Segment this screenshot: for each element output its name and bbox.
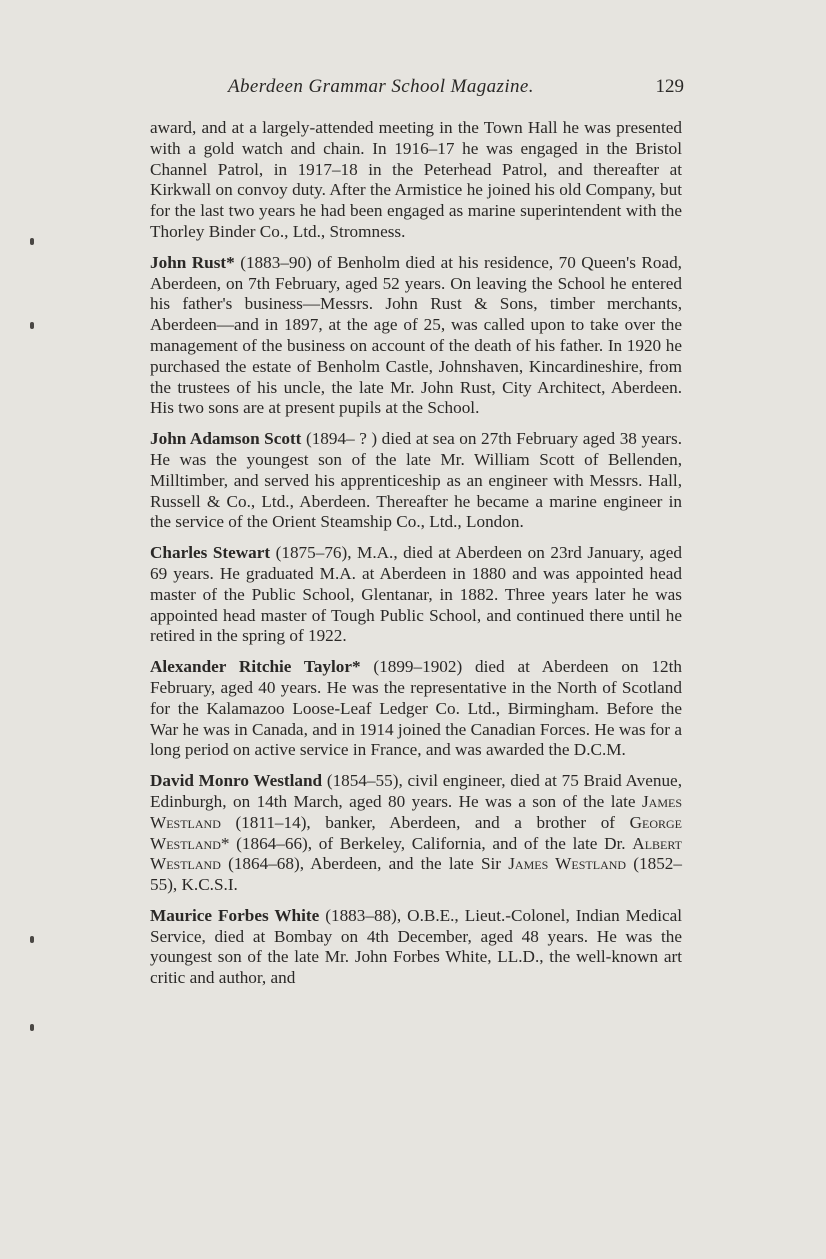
magazine-title: Aberdeen Grammar School Magazine. xyxy=(228,76,534,97)
person-name: David Monro Westland xyxy=(150,771,323,791)
margin-mark xyxy=(30,936,34,943)
obituary-entry xyxy=(150,429,682,533)
margin-mark xyxy=(30,1024,34,1031)
relative-name: Albert Westland xyxy=(150,833,682,874)
entry-text: (1899–1902) died at Aberdeen on 12th February, aged 40 years. He was the representative in the North of Scotland for the Kalamazoo Loose-Leaf Ledger Co. Ltd., Birmingham. Before the War he was in Canada, and in 1914 joined the Canadian Forces. He was for a long period on active service in France, and was awarded the D.C.M. xyxy=(150,657,682,760)
paragraph-text: award, and at a largely-attended meeting in the Town Hall he was presented with a gold watch and chain. In 1916–17 he was engaged in the Bristol Channel Patrol, in 1917–18 in the Peterhead Patrol, and thereafter at Kirkwall on convoy duty. After the Armistice he joined his old Company, but for the last two years he had been engaged as marine superintendent with the Thorley Binder Co., Ltd., Stromness. xyxy=(150,118,682,241)
running-header xyxy=(228,76,684,106)
paragraph-continuation xyxy=(150,118,682,243)
obituary-entry xyxy=(150,543,682,647)
entry-text: (1883–90) of Benholm died at his residence, 70 Queen's Road, Aberdeen, on 7th February, aged 52 years. On leaving the School he entered his father's business—Messrs. John Rust & Sons, timber merchants, Aberdeen—and in 1897, at the age of 25, was called upon to take over the management of the business on account of the death of his father. In 1920 he purchased the estate of Benholm Castle, Johnshaven, Kincardineshire, from the trustees of his uncle, the late Mr. John Rust, City Architect, Aberdeen. His two sons are at present pupils at the School. xyxy=(150,252,682,418)
entry-text: (1854–55), civil engineer, died at 75 Braid Avenue, Edinburgh, on 14th March, aged 80 years. He was a son of the late xyxy=(150,771,682,811)
person-name: Maurice Forbes White xyxy=(150,905,320,925)
entry-text: (1894– ? ) died at sea on 27th February aged 38 years. He was the youngest son of the late Mr. William Scott of Bellenden, Milltimber, and served his apprenticeship as an engineer with Messrs. Hall, Russell & Co., Ltd., Aberdeen. Thereafter he became a marine engineer in the service of the Orient Steamship Co., Ltd., London. xyxy=(150,429,683,532)
person-name: Alexander Ritchie Taylor* xyxy=(150,657,361,677)
relative-name: George Westland* xyxy=(150,812,682,853)
person-name: John Rust* xyxy=(150,252,235,272)
margin-mark xyxy=(30,238,34,245)
entry-text: (1852–55), K.C.S.I. xyxy=(150,854,682,895)
entry-text: (1811–14), banker, Aberdeen, and a brother of xyxy=(220,812,630,832)
entry-text: (1864–68), Aberdeen, and the late Sir xyxy=(220,854,509,874)
obituary-entry xyxy=(150,253,682,419)
relative-name: James Westland xyxy=(508,854,627,874)
margin-mark xyxy=(30,322,34,329)
person-name: John Adamson Scott xyxy=(150,429,302,449)
obituary-entry xyxy=(150,771,682,896)
obituary-entry xyxy=(150,657,682,761)
person-name: Charles Stewart xyxy=(150,543,271,563)
relative-name: James Westland xyxy=(150,791,682,832)
article-body xyxy=(150,118,682,999)
entry-text: (1864–66), of Berkeley, California, and of the late Dr. xyxy=(229,833,633,853)
entry-text: (1883–88), O.B.E., Lieut.-Colonel, Indian Medical Service, died at Bombay on 4th December, aged 48 years. He was the youngest son of the late Mr. John Forbes White, LL.D., the well-known art critic and author, and xyxy=(150,905,682,988)
obituary-entry xyxy=(150,906,682,989)
page-number: 129 xyxy=(655,76,684,97)
entry-text: (1875–76), M.A., died at Aberdeen on 23rd January, aged 69 years. He graduated M.A. at Aberdeen in 1880 and was appointed head master of the Public School, Glentanar, in 1882. Three years later he was appointed head master of Tough Public School, and continued there until he retired in the spring of 1922. xyxy=(150,543,682,646)
